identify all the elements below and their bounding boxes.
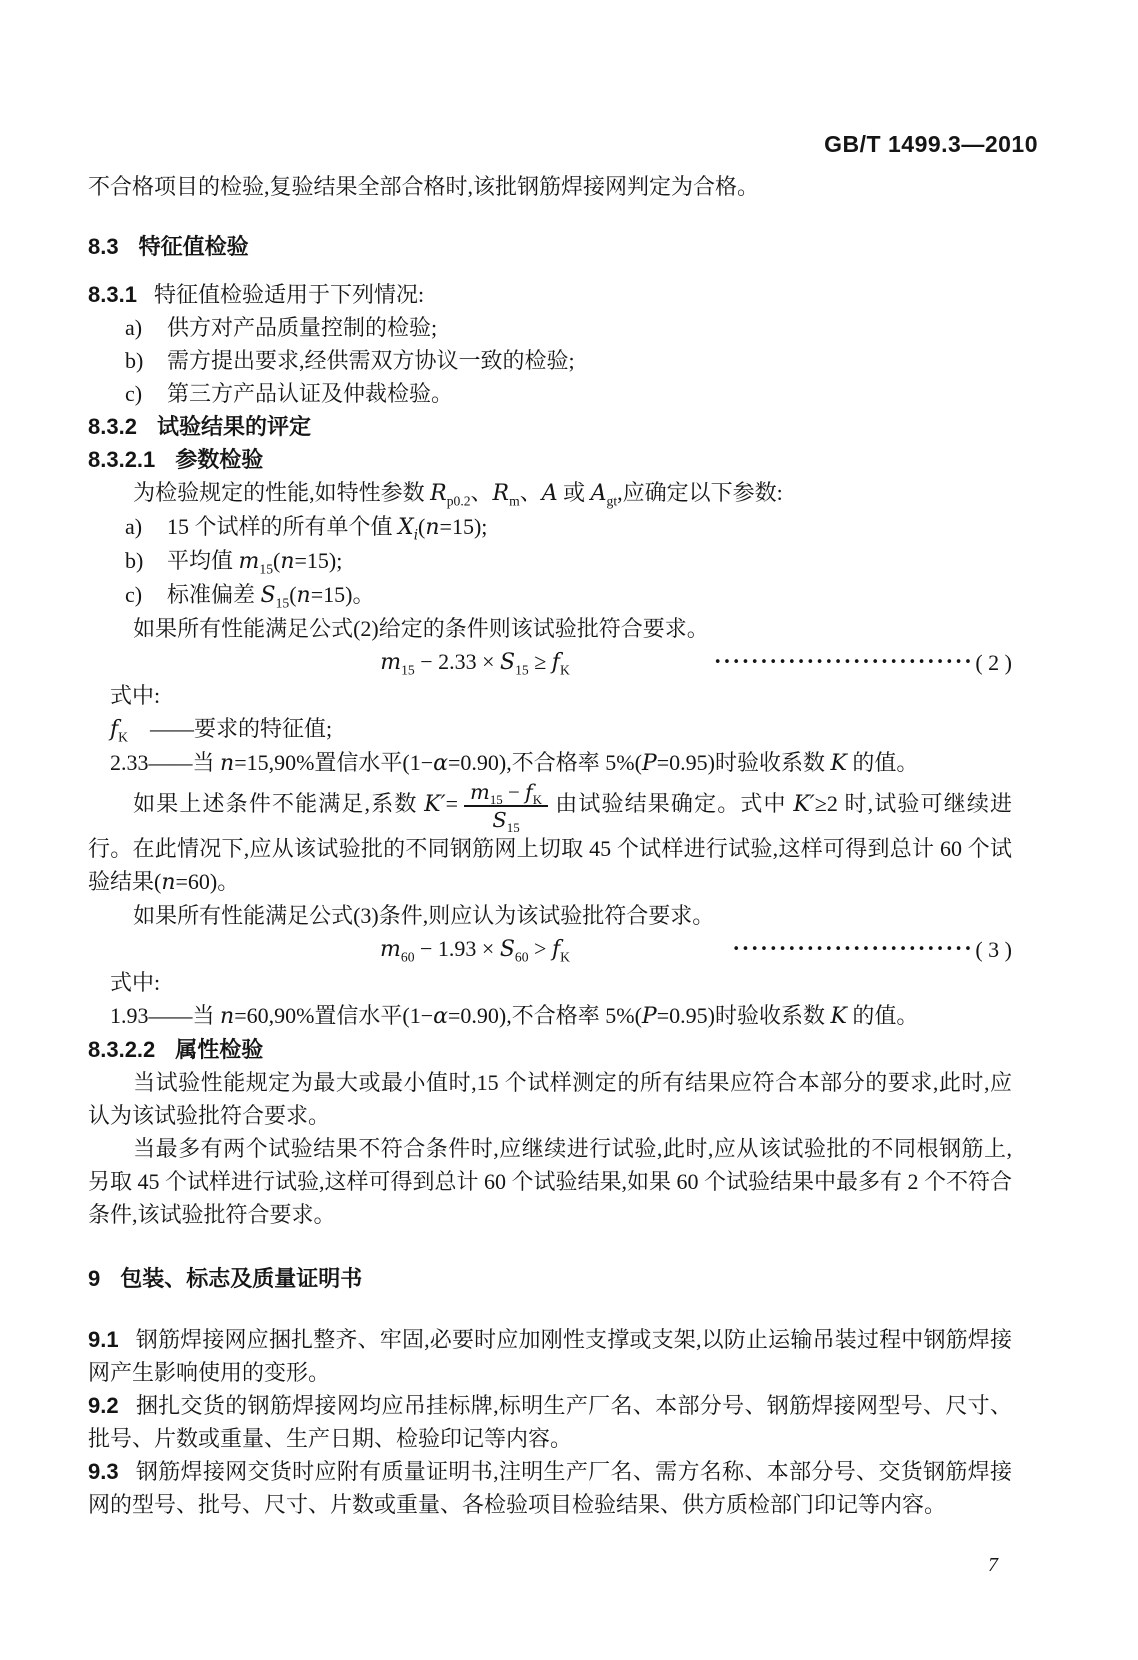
page-number: 7 [988, 1554, 998, 1576]
formula-2-expression: $m_{15} - 2.33 \times S_{15} \ge f_K$ [380, 649, 570, 678]
formula-2-number: ( 2 ) [975, 649, 1012, 675]
clause-number-8-3: 8.3 [88, 234, 119, 259]
list-label: b) [125, 348, 144, 373]
definition-2-33: 2.33——当 n=15,90%置信水平(1−α=0.90),不合格率 5%(P=0.95)时验收系数 K 的值。 [110, 750, 919, 776]
paragraph-attribute-1: 当试验性能规定为最大或最小值时,15 个试样测定的所有结果应符合本部分的要求,此时,应认为该试验批符合要求。 [88, 1070, 1012, 1129]
list-label: a) [125, 315, 143, 340]
list-item-8-3-1-a [88, 311, 1012, 344]
list-text: 平均值 $m_{15}(n=15)$; [167, 548, 343, 577]
heading-9 [88, 1262, 1012, 1295]
list-item-8-3-2-1-a [88, 510, 1012, 544]
list-label: c) [125, 582, 143, 607]
definition-fk: $f_K$ ——要求的特征值; [110, 716, 333, 745]
heading-8-3-2-1 [88, 443, 1012, 476]
heading-8-3 [88, 230, 1012, 263]
list-text: 需方提出要求,经供需双方协议一致的检验; [167, 348, 575, 373]
formula-3 [88, 932, 1012, 966]
formula-2-leader [714, 645, 1012, 679]
clause-title-8-3-2-2: 属性检验 [175, 1037, 264, 1063]
formula-3-leader [732, 932, 1012, 966]
list-item-8-3-2-1-b [88, 544, 1012, 578]
page-content [88, 170, 1012, 1521]
list-item-8-3-1-c [88, 377, 1012, 410]
formula-3-expression: $m_{60} - 1.93 \times S_{60} > f_K$ [380, 936, 570, 965]
clause-title-8-3: 特征值检验 [138, 234, 249, 259]
k-prime-before: 如果上述条件不能满足,系数 K′= [133, 791, 458, 818]
list-label: c) [125, 381, 143, 406]
clause-number-9-1: 9.1 [88, 1327, 119, 1353]
list-text: 标准偏差 $S_{15}(n=15)$。 [167, 582, 375, 611]
formula-2 [88, 645, 1012, 679]
paragraph-retest-conclusion: 不合格项目的检验,复验结果全部合格时,该批钢筋焊接网判定为合格。 [88, 174, 760, 199]
heading-8-3-2-2 [88, 1033, 1012, 1066]
list-text: 供方对产品质量控制的检验; [167, 315, 438, 340]
clause-8-3-1 [88, 278, 1012, 311]
fraction-k-prime [464, 780, 548, 836]
list-item-8-3-1-b [88, 344, 1012, 377]
clause-number-9-2: 9.2 [88, 1393, 119, 1419]
list-item-8-3-2-1-c [88, 578, 1012, 612]
list-text: 15 个试样的所有单个值 $X_i(n=15)$; [167, 514, 488, 544]
list-text: 第三方产品认证及仲裁检验。 [167, 381, 454, 406]
clause-number-9: 9 [88, 1266, 101, 1292]
fraction-denominator: $S_{15}$ [492, 808, 520, 836]
k-prime-after: 由试验结果确定。式中 K′≥2 时,试验可继续进行。在此情况下,应从该试验批的不同钢筋网上切取 45 个试样进行试验,这样可得到总计 60 个试验结果(n=60)。 [88, 791, 1012, 896]
leader-dots: •••••••••••••••••••••••••• [732, 941, 974, 957]
clause-9-1 [88, 1323, 1012, 1389]
clause-number-8-3-1: 8.3.1 [88, 282, 137, 307]
list-label: a) [125, 514, 143, 539]
clause-number-8-3-2-1: 8.3.2.1 [88, 447, 156, 472]
clause-title-9: 包装、标志及质量证明书 [120, 1266, 363, 1292]
definition-1-93: 1.93——当 n=60,90%置信水平(1−α=0.90),不合格率 5%(P=0.95)时验收系数 K 的值。 [110, 1003, 919, 1030]
standard-code-header: GB/T 1499.3—2010 [824, 131, 1038, 157]
paragraph-attribute-2: 当最多有两个试验结果不符合条件时,应继续进行试验,此时,应从该试验批的不同根钢筋上,另取 45 个试样进行试验,这样可得到总计 60 个试验结果,如果 60 个试验结果中最多有 2 个不符合条件,该试验批符合要求。 [88, 1136, 1013, 1228]
fraction-numerator: $m_{15} - f_K$ [464, 780, 548, 807]
paragraph-parameters-intro: 为检验规定的性能,如特性参数 $R_{p0.2}$、$R_m$、A 或 $A_{gt}$,应确定以下参数: [133, 480, 783, 509]
clause-number-8-3-2: 8.3.2 [88, 414, 137, 439]
clause-number-8-3-2-2: 8.3.2.2 [88, 1037, 156, 1063]
clause-9-3 [88, 1455, 1012, 1521]
clause-text-9-2: 捆扎交货的钢筋焊接网均应吊挂标牌,标明生产厂名、本部分号、钢筋焊接网型号、尺寸、批号、片数或重量、生产日期、检验印记等内容。 [88, 1393, 1012, 1452]
leader-dots: •••••••••••••••••••••••••••• [713, 654, 974, 670]
where-label-3: 式中: [110, 970, 161, 996]
formula-3-number: ( 3 ) [975, 936, 1012, 962]
paragraph-formula3-intro: 如果所有性能满足公式(3)条件,则应认为该试验批符合要求。 [133, 903, 715, 929]
clause-title-8-3-2-1: 参数检验 [175, 447, 264, 472]
paragraph-k-prime [88, 780, 1012, 899]
clause-text-9-3: 钢筋焊接网交货时应附有质量证明书,注明生产厂名、需方名称、本部分号、交货钢筋焊接网的型号、批号、尺寸、片数或重量、各检验项目检验结果、供方质检部门印记等内容。 [88, 1459, 1012, 1518]
clause-title-8-3-2: 试验结果的评定 [156, 414, 311, 439]
clause-9-2 [88, 1389, 1012, 1455]
clause-text-8-3-1: 特征值检验适用于下列情况: [153, 282, 425, 307]
list-label: b) [125, 548, 144, 573]
paragraph-formula2-intro: 如果所有性能满足公式(2)给定的条件则该试验批符合要求。 [133, 616, 709, 641]
clause-number-9-3: 9.3 [88, 1459, 119, 1485]
clause-text-9-1: 钢筋焊接网应捆扎整齐、牢固,必要时应加刚性支撑或支架,以防止运输吊装过程中钢筋焊接网产生影响使用的变形。 [88, 1327, 1012, 1386]
heading-8-3-2 [88, 410, 1012, 443]
where-label-2: 式中: [110, 683, 161, 708]
